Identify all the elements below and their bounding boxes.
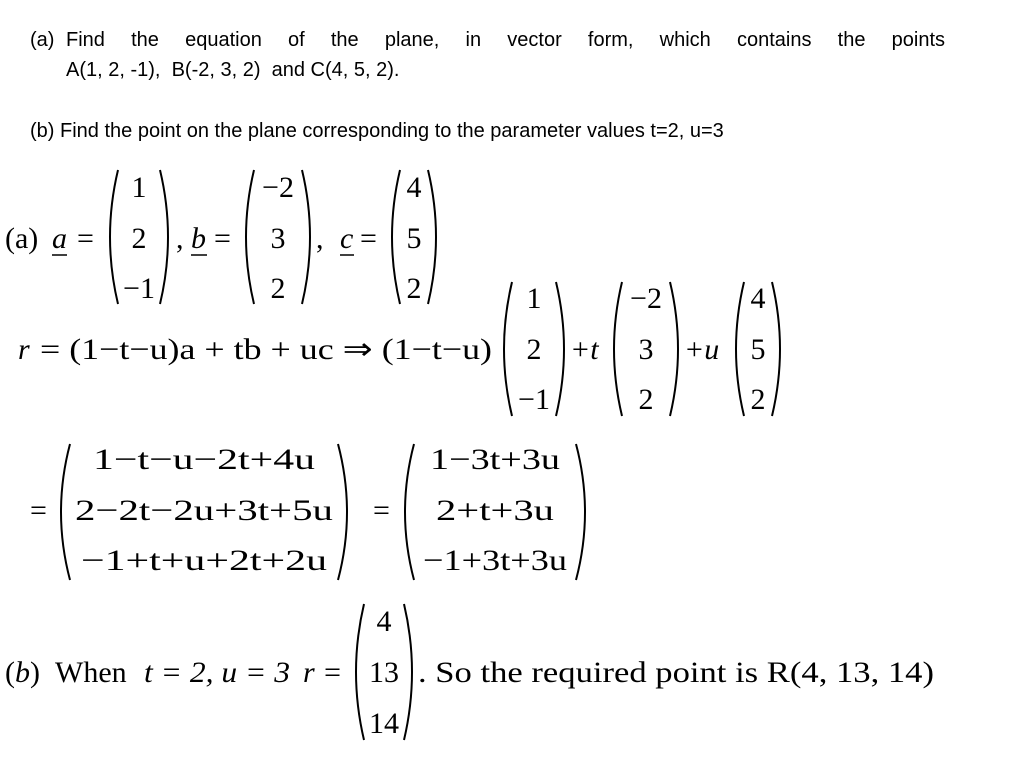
vector-b-entry: −2 [262, 171, 294, 204]
vector-b-right-bracket [302, 170, 310, 304]
plus-t-term: +t [570, 333, 599, 366]
matrix3-right-bracket [772, 282, 780, 416]
vector-c-right-bracket [428, 170, 436, 304]
equals-sign-simplified: = [373, 494, 390, 527]
matrix1-entry: 1 [526, 282, 542, 315]
simplified-entry: 1−3t+3u [430, 443, 560, 476]
matrix1-left-bracket [504, 282, 512, 416]
solution-b-when: When [55, 656, 127, 689]
comma-separator: , [176, 222, 184, 255]
vector-c-entry: 5 [406, 222, 422, 255]
vector-b-entry: 3 [270, 222, 286, 255]
matrix3-left-bracket [736, 282, 744, 416]
matrix1-entry: 2 [526, 333, 542, 366]
combined-right-bracket [338, 444, 347, 580]
result-left-bracket [356, 604, 364, 740]
question-a-text-line1: Find the equation of the plane, in vector form, which contains the points [66, 29, 945, 51]
vector-a-right-bracket [160, 170, 168, 304]
equation-r-rhs: = (1−t−u)a + tb + uc ⇒ (1−t−u) [40, 333, 492, 366]
vector-a-entry: 1 [131, 171, 147, 204]
vector-b-left-bracket [246, 170, 254, 304]
simplified-right-bracket [576, 444, 585, 580]
matrix2-entry: −2 [630, 282, 662, 315]
equation-r-lhs: r [18, 333, 30, 366]
matrix3-entry: 2 [750, 383, 766, 416]
result-entry: 13 [369, 656, 399, 689]
simplified-entry: −1+3t+3u [423, 544, 567, 577]
vector-c-name: c [340, 222, 354, 255]
question-a-text-line2: A(1, 2, -1), B(-2, 3, 2) and C(4, 5, 2). [66, 59, 400, 81]
vector-c-entry: 2 [406, 272, 422, 305]
solution-a-label: (a) [5, 222, 39, 255]
solution-b-conclusion: . So the required point is R(4, 13, 14) [418, 656, 934, 689]
vector-c-entry: 4 [406, 171, 422, 204]
combined-entry: 2−2t−2u+3t+5u [75, 494, 333, 527]
simplified-entry: 2+t+3u [436, 494, 554, 527]
simplified-left-bracket [405, 444, 414, 580]
solution-b-label: (b) [5, 656, 40, 689]
combined-entry: 1−t−u−2t+4u [93, 443, 315, 476]
equals-sign-combined: = [30, 494, 47, 527]
vector-c-left-bracket [392, 170, 400, 304]
vector-a-name: a [52, 222, 67, 255]
matrix1-right-bracket [556, 282, 564, 416]
matrix2-right-bracket [670, 282, 678, 416]
vector-b-name: b [191, 222, 206, 255]
equals-sign-b: = [214, 222, 231, 255]
equals-sign-c: = [360, 222, 377, 255]
result-right-bracket [404, 604, 412, 740]
solution-b-r: r = [303, 656, 343, 689]
result-entry: 14 [369, 707, 399, 740]
plus-u-term: +u [684, 333, 720, 366]
vector-b-entry: 2 [270, 272, 286, 305]
question-b: (b) Find the point on the plane corresponding to the parameter values t=2, u=3 [30, 120, 724, 142]
vector-a-left-bracket [110, 170, 118, 304]
matrix2-entry: 3 [638, 333, 654, 366]
comma-separator: , [316, 222, 324, 255]
question-a-label: (a) [30, 29, 55, 51]
vector-a-entry: 2 [131, 222, 147, 255]
matrix1-entry: −1 [518, 383, 550, 416]
vector-a-entry: −1 [123, 272, 155, 305]
matrix2-entry: 2 [638, 383, 654, 416]
matrix3-entry: 4 [750, 282, 766, 315]
result-entry: 4 [376, 605, 392, 638]
solution-b-params: t = 2, u = 3 [144, 656, 290, 689]
equals-sign-a: = [77, 222, 94, 255]
matrix2-left-bracket [614, 282, 622, 416]
combined-entry: −1+t+u+2t+2u [81, 544, 327, 577]
matrix3-entry: 5 [750, 333, 766, 366]
combined-left-bracket [61, 444, 70, 580]
